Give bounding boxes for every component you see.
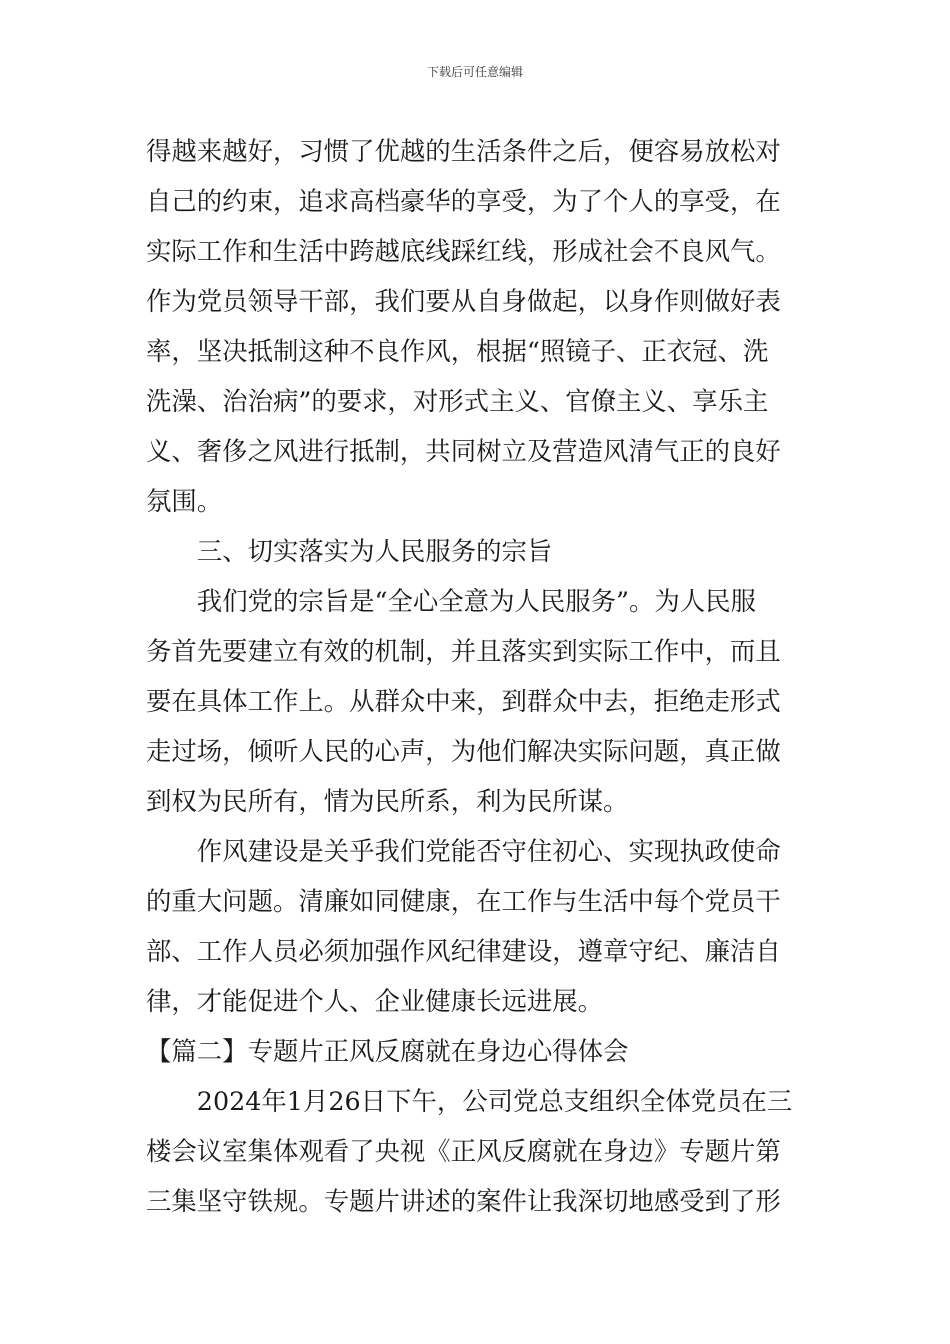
text-line: 2024年1月26日下午，公司党总支组织全体党员在三 [196, 1086, 793, 1116]
text-line: 务首先要建立有效的机制，并且落实到实际工作中，而且 [146, 636, 781, 666]
text-line: 义、奢侈之风进行抵制，共同树立及营造风清气正的良好 [146, 436, 781, 466]
article-title: 【篇二】专题片正风反腐就在身边心得体会 [146, 1036, 629, 1066]
text-line: 得越来越好，习惯了优越的生活条件之后，便容易放松对 [146, 136, 781, 166]
text-line: 作为党员领导干部，我们要从自身做起，以身作则做好表 [146, 286, 781, 316]
text-line: 律，才能促进个人、企业健康长远进展。 [146, 986, 604, 1016]
text-line: 自己的约束，追求高档豪华的享受，为了个人的享受，在 [146, 186, 781, 216]
text-line: 到权为民所有，情为民所系，利为民所谋。 [146, 786, 629, 816]
text-line: 楼会议室集体观看了央视《正风反腐就在身边》专题片第 [146, 1136, 781, 1166]
text-line: 三集坚守铁规。专题片讲述的案件让我深切地感受到了形 [146, 1186, 781, 1216]
text-line: 作风建设是关乎我们党能否守住初心、实现执政使命 [196, 836, 781, 866]
text-line: 率，坚决抵制这种不良作风，根据“照镜子、正衣冠、洗 [146, 336, 769, 366]
text-line: 走过场，倾听人民的心声，为他们解决实际问题，真正做 [146, 736, 781, 766]
text-line: 实际工作和生活中跨越底线踩红线，形成社会不良风气。 [146, 236, 781, 266]
text-line: 我们党的宗旨是“全心全意为人民服务”。为人民服 [196, 586, 756, 616]
text-line: 洗澡、治治病”的要求，对形式主义、官僚主义、享乐主 [146, 386, 769, 416]
text-line: 氛围。 [146, 486, 223, 516]
text-line: 部、工作人员必须加强作风纪律建设，遵章守纪、廉洁自 [146, 936, 781, 966]
section-heading: 三、切实落实为人民服务的宗旨 [196, 536, 553, 566]
text-line: 要在具体工作上。从群众中来，到群众中去，拒绝走形式 [146, 686, 781, 716]
document-body [146, 126, 808, 1226]
text-line: 的重大问题。清廉如同健康，在工作与生活中每个党员干 [146, 886, 781, 916]
page-header: 下载后可任意编辑 [426, 65, 523, 79]
